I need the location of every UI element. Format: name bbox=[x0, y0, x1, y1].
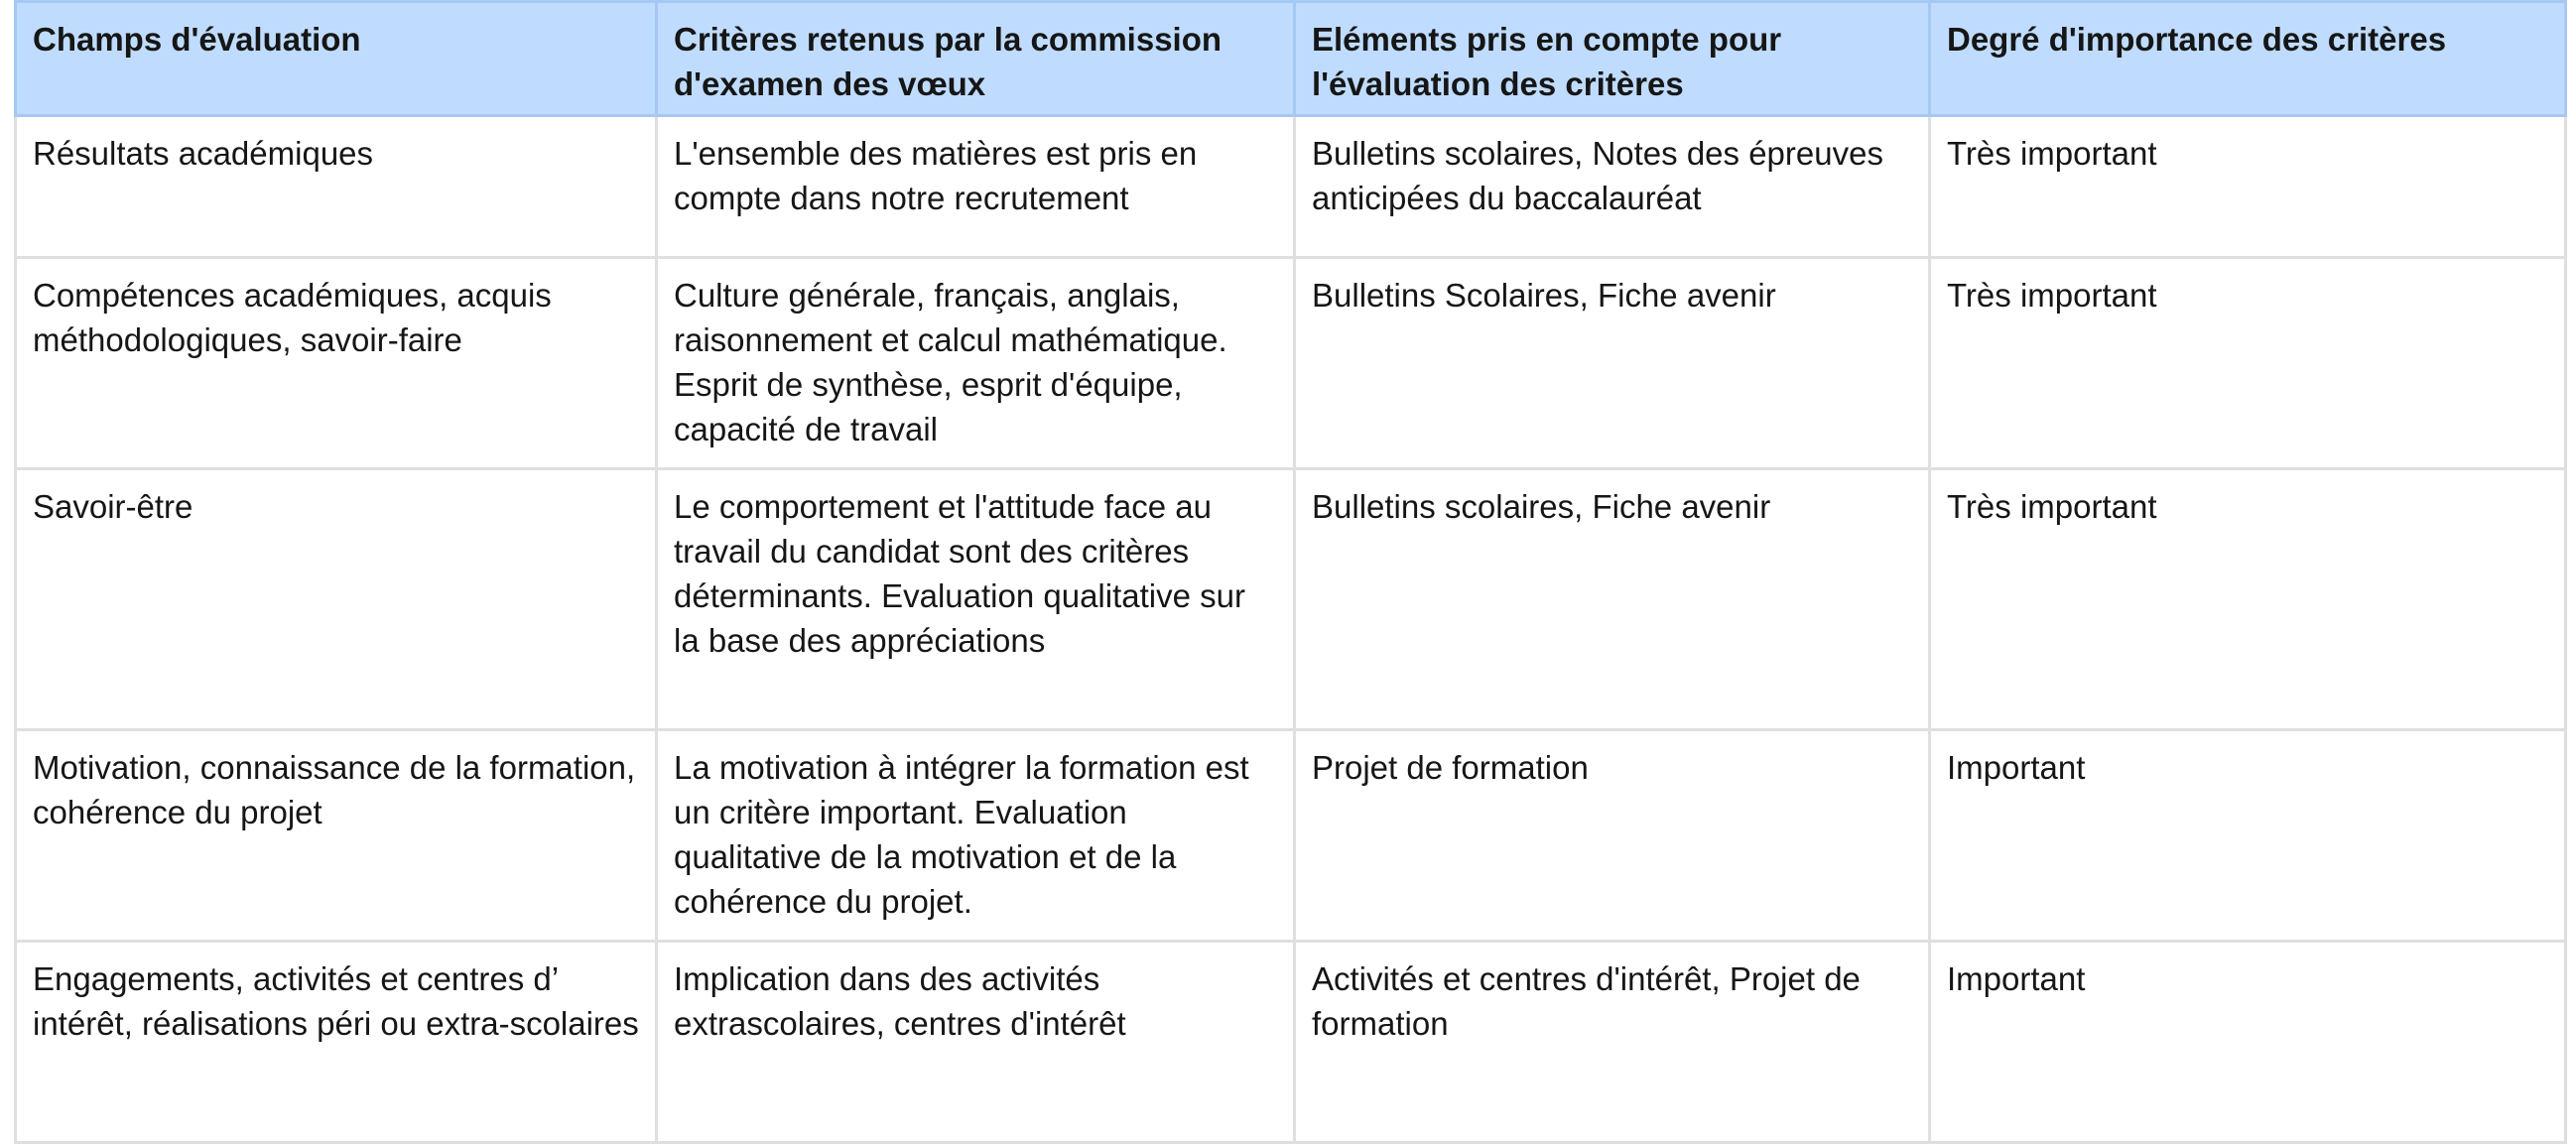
cell-degre: Très important bbox=[1930, 116, 2566, 258]
criteria-table-container bbox=[14, 0, 2564, 1144]
header-degre: Degré d'importance des critères bbox=[1930, 2, 2566, 116]
cell-critere: Culture générale, français, anglais, raisonnement et calcul mathématique. Esprit de synthèse, esprit d'équipe, capacité de travail bbox=[657, 258, 1295, 469]
table-body bbox=[16, 116, 2566, 1143]
cell-degre: Très important bbox=[1930, 258, 2566, 469]
cell-critere: Implication dans des activités extrascolaires, centres d'intérêt bbox=[657, 942, 1295, 1143]
cell-degre: Important bbox=[1930, 942, 2566, 1143]
cell-champ: Savoir-être bbox=[16, 469, 657, 730]
cell-degre: Important bbox=[1930, 730, 2566, 942]
cell-elements: Bulletins Scolaires, Fiche avenir bbox=[1295, 258, 1930, 469]
cell-elements: Activités et centres d'intérêt, Projet de formation bbox=[1295, 942, 1930, 1143]
header-champs: Champs d'évaluation bbox=[16, 2, 657, 116]
criteria-table bbox=[14, 0, 2567, 1144]
table-header bbox=[16, 2, 2566, 116]
cell-champ: Compétences académiques, acquis méthodologiques, savoir-faire bbox=[16, 258, 657, 469]
cell-critere: La motivation à intégrer la formation est un critère important. Evaluation qualitative de la motivation et de la cohérence du projet. bbox=[657, 730, 1295, 942]
table-row bbox=[16, 942, 2566, 1143]
table-row bbox=[16, 469, 2566, 730]
cell-degre: Très important bbox=[1930, 469, 2566, 730]
cell-champ: Résultats académiques bbox=[16, 116, 657, 258]
cell-champ: Motivation, connaissance de la formation, cohérence du projet bbox=[16, 730, 657, 942]
cell-elements: Projet de formation bbox=[1295, 730, 1930, 942]
table-row bbox=[16, 116, 2566, 258]
cell-champ: Engagements, activités et centres d’ intérêt, réalisations péri ou extra-scolaires bbox=[16, 942, 657, 1143]
header-elements: Eléments pris en compte pour l'évaluation des critères bbox=[1295, 2, 1930, 116]
header-row bbox=[16, 2, 2566, 116]
cell-elements: Bulletins scolaires, Fiche avenir bbox=[1295, 469, 1930, 730]
cell-critere: Le comportement et l'attitude face au travail du candidat sont des critères déterminants. Evaluation qualitative sur la base des appréciations bbox=[657, 469, 1295, 730]
cell-critere: L'ensemble des matières est pris en compte dans notre recrutement bbox=[657, 116, 1295, 258]
table-row bbox=[16, 258, 2566, 469]
table-row bbox=[16, 730, 2566, 942]
cell-elements: Bulletins scolaires, Notes des épreuves anticipées du baccalauréat bbox=[1295, 116, 1930, 258]
header-criteres: Critères retenus par la commission d'examen des vœux bbox=[657, 2, 1295, 116]
